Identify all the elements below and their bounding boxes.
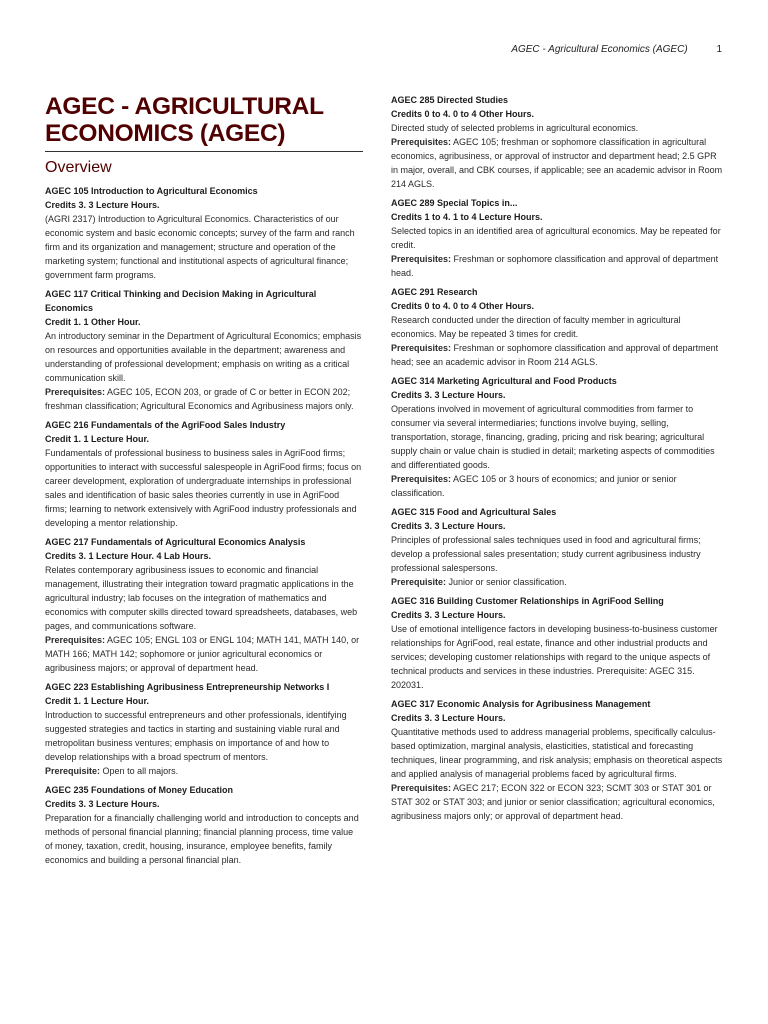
left-column <box>45 93 363 872</box>
course-entry <box>391 93 723 191</box>
course-title: AGEC 316 Building Customer Relationships in AgriFood Selling <box>391 596 664 606</box>
course-description: Research conducted under the direction of faculty member in agricultural economics. May be repeated 3 times for credit. <box>391 315 681 339</box>
course-entry <box>391 285 723 369</box>
course-entry <box>391 594 723 692</box>
course-prerequisites <box>45 385 363 413</box>
course-description: Fundamentals of professional business to business sales in AgriFood firms; opportunities to interact with successful salespeople in AgriFood firms; focus on career development, exploration of undergraduate internships in professional sales and identification of basic sales theories currently in use in AgriFood firms; learning to network extensively with AgriFood industry professionals and developing a mentor relationship. <box>45 448 362 528</box>
course-credits: Credits 3. 3 Lecture Hours. <box>391 713 506 723</box>
prerequisites-text: AGEC 105; ENGL 103 or ENGL 104; MATH 141, MATH 140, or MATH 166; MATH 142; sophomore or junior agricultural economics or agribusiness majors; or approval of department head. <box>45 635 360 673</box>
course-prerequisites <box>391 575 723 589</box>
course-title: AGEC 117 Critical Thinking and Decision Making in Agricultural Economics <box>45 289 317 313</box>
course-entry <box>45 535 363 675</box>
course-description: Use of emotional intelligence factors in developing business-to-business customer relationships for AgriFood, real estate, finance and other industrial products and services; developing customer relationships with regard to the unique aspects of technical products and services in these industries. Prerequisite: AGEC 315. 202031. <box>391 624 718 690</box>
prerequisites-text: AGEC 217; ECON 322 or ECON 323; SCMT 303 or STAT 301 or STAT 302 or STAT 303; and junior or senior classification; agricultural economics, agribusiness majors only; or approval of department head. <box>391 783 715 821</box>
course-description: Preparation for a financially challenging world and introduction to concepts and methods of personal financial planning; financial planning process, time value of money, taxation, credit, housing, insurance, employee benefits, family economics and building a personal financial plan. <box>45 813 359 865</box>
course-credits: Credits 3. 3 Lecture Hours. <box>391 610 506 620</box>
prerequisites-text: AGEC 105; freshman or sophomore classification in agricultural economics, agribusiness, or approval of instructor and department head; 2.5 GPR in major, overall, and CBK courses, if applicable; see an academic advisor in Room 214 AGLS. <box>391 137 723 189</box>
course-list-right <box>391 93 723 823</box>
course-entry <box>391 505 723 589</box>
course-description: Directed study of selected problems in agricultural economics. <box>391 123 639 133</box>
prerequisites-text: Freshman or sophomore classification and approval of department head. <box>391 254 719 278</box>
course-prerequisites <box>391 781 723 823</box>
course-description: An introductory seminar in the Department of Agricultural Economics; emphasis on resources and opportunities available in the department; awareness and understanding of professional development; emphasis on writing as a critical communication skill. <box>45 331 362 383</box>
course-entry <box>391 697 723 823</box>
running-header <box>511 44 722 55</box>
course-description: Selected topics in an identified area of agricultural economics. May be repeated for credit. <box>391 226 721 250</box>
prerequisites-label: Prerequisites: <box>391 343 452 353</box>
course-credits: Credit 1. 1 Other Hour. <box>45 317 141 327</box>
course-title: AGEC 285 Directed Studies <box>391 95 509 105</box>
prerequisites-label: Prerequisite: <box>45 766 101 776</box>
course-credits: Credit 1. 1 Lecture Hour. <box>45 696 150 706</box>
course-prerequisites <box>45 764 363 778</box>
prerequisites-label: Prerequisites: <box>391 137 452 147</box>
course-entry <box>45 418 363 530</box>
course-entry <box>391 374 723 500</box>
course-list-left <box>45 184 363 867</box>
course-prerequisites <box>45 633 363 675</box>
course-title: AGEC 317 Economic Analysis for Agribusiness Management <box>391 699 651 709</box>
course-entry <box>45 287 363 413</box>
course-prerequisites <box>391 252 723 280</box>
course-description: Introduction to successful entrepreneurs and other professionals, identifying suggested strategies and tactics in starting and sustaining viable rural and metropolitan business ventures; emphasis on importance of and how to develop relationships with a broad spectrum of mentors. <box>45 710 347 762</box>
course-title: AGEC 314 Marketing Agricultural and Food Products <box>391 376 617 386</box>
right-column <box>391 93 723 828</box>
course-description: Operations involved in movement of agricultural commodities from farmer to consumer via several intermediaries; functions involve buying, selling, transportation, storage, financing, grading, pricing and risk bearing; agricultural supply chain or value chain is studied in detail; marketing aspects of commodities and differentiated goods. <box>391 404 715 470</box>
course-entry <box>45 680 363 778</box>
course-credits: Credit 1. 1 Lecture Hour. <box>45 434 150 444</box>
course-prerequisites <box>391 472 723 500</box>
course-description: Relates contemporary agribusiness issues to economic and financial management, illustrating their integration toward pragmatic applications in the agricultural industry; lab focuses on the integration of mathematics and economics with computer skills directed toward spreadsheets, databases, web pages, and communications software. <box>45 565 358 631</box>
course-title: AGEC 223 Establishing Agribusiness Entrepreneurship Networks I <box>45 682 330 692</box>
course-credits: Credits 3. 3 Lecture Hours. <box>45 200 160 210</box>
prerequisites-label: Prerequisites: <box>45 635 106 645</box>
section-heading: Overview <box>45 159 112 176</box>
page-number: 1 <box>716 44 722 55</box>
course-entry <box>45 783 363 867</box>
course-title: AGEC 217 Fundamentals of Agricultural Economics Analysis <box>45 537 306 547</box>
course-credits: Credits 3. 3 Lecture Hours. <box>45 799 160 809</box>
prerequisites-text: AGEC 105, ECON 203, or grade of C or better in ECON 202; freshman classification; Agricultural Economics and Agribusiness majors only. <box>45 387 354 411</box>
course-prerequisites <box>391 341 723 369</box>
document-title: AGEC - AGRICULTURAL ECONOMICS (AGEC) <box>45 93 363 152</box>
prerequisites-text: Junior or senior classification. <box>448 577 567 587</box>
course-description: (AGRI 2317) Introduction to Agricultural Economics. Characteristics of our economic system and basic economic concepts; survey of the farm and ranch firm and its organization and management; structure and operation of the marketing system; functional and institutional aspects of agricultural finance; government farm programs. <box>45 214 355 280</box>
prerequisites-label: Prerequisites: <box>391 783 452 793</box>
course-title: AGEC 105 Introduction to Agricultural Economics <box>45 186 258 196</box>
course-entry <box>391 196 723 280</box>
course-description: Quantitative methods used to address managerial problems, specifically calculus-based optimization, marginal analysis, elasticities, statistical and forecasting techniques, linear programming, and risk analysis; emphasis on theoretical aspects and applied analysis of managerial problems faced by agricultural firms. <box>391 727 723 779</box>
course-credits: Credits 1 to 4. 1 to 4 Lecture Hours. <box>391 212 543 222</box>
prerequisites-text: AGEC 105 or 3 hours of economics; and junior or senior classification. <box>391 474 677 498</box>
course-title: AGEC 315 Food and Agricultural Sales <box>391 507 557 517</box>
course-entry <box>45 184 363 282</box>
course-credits: Credits 3. 1 Lecture Hour. 4 Lab Hours. <box>45 551 212 561</box>
prerequisites-text: Open to all majors. <box>102 766 179 776</box>
prerequisites-label: Prerequisites: <box>45 387 106 397</box>
course-title: AGEC 216 Fundamentals of the AgriFood Sales Industry <box>45 420 286 430</box>
running-title: AGEC - Agricultural Economics (AGEC) <box>511 44 688 55</box>
course-description: Principles of professional sales techniques used in food and agricultural firms; develop a professional sales presentation; study current agribusiness industry professional salespersons. <box>391 535 701 573</box>
course-title: AGEC 291 Research <box>391 287 478 297</box>
course-credits: Credits 0 to 4. 0 to 4 Other Hours. <box>391 109 535 119</box>
prerequisites-text: Freshman or sophomore classification and approval of department head; see an academic advisor in Room 214 AGLS. <box>391 343 719 367</box>
prerequisites-label: Prerequisites: <box>391 474 452 484</box>
course-credits: Credits 3. 3 Lecture Hours. <box>391 390 506 400</box>
course-credits: Credits 3. 3 Lecture Hours. <box>391 521 506 531</box>
course-title: AGEC 289 Special Topics in... <box>391 198 518 208</box>
prerequisites-label: Prerequisites: <box>391 254 452 264</box>
course-credits: Credits 0 to 4. 0 to 4 Other Hours. <box>391 301 535 311</box>
prerequisites-label: Prerequisite: <box>391 577 447 587</box>
course-prerequisites <box>391 135 723 191</box>
course-title: AGEC 235 Foundations of Money Education <box>45 785 234 795</box>
